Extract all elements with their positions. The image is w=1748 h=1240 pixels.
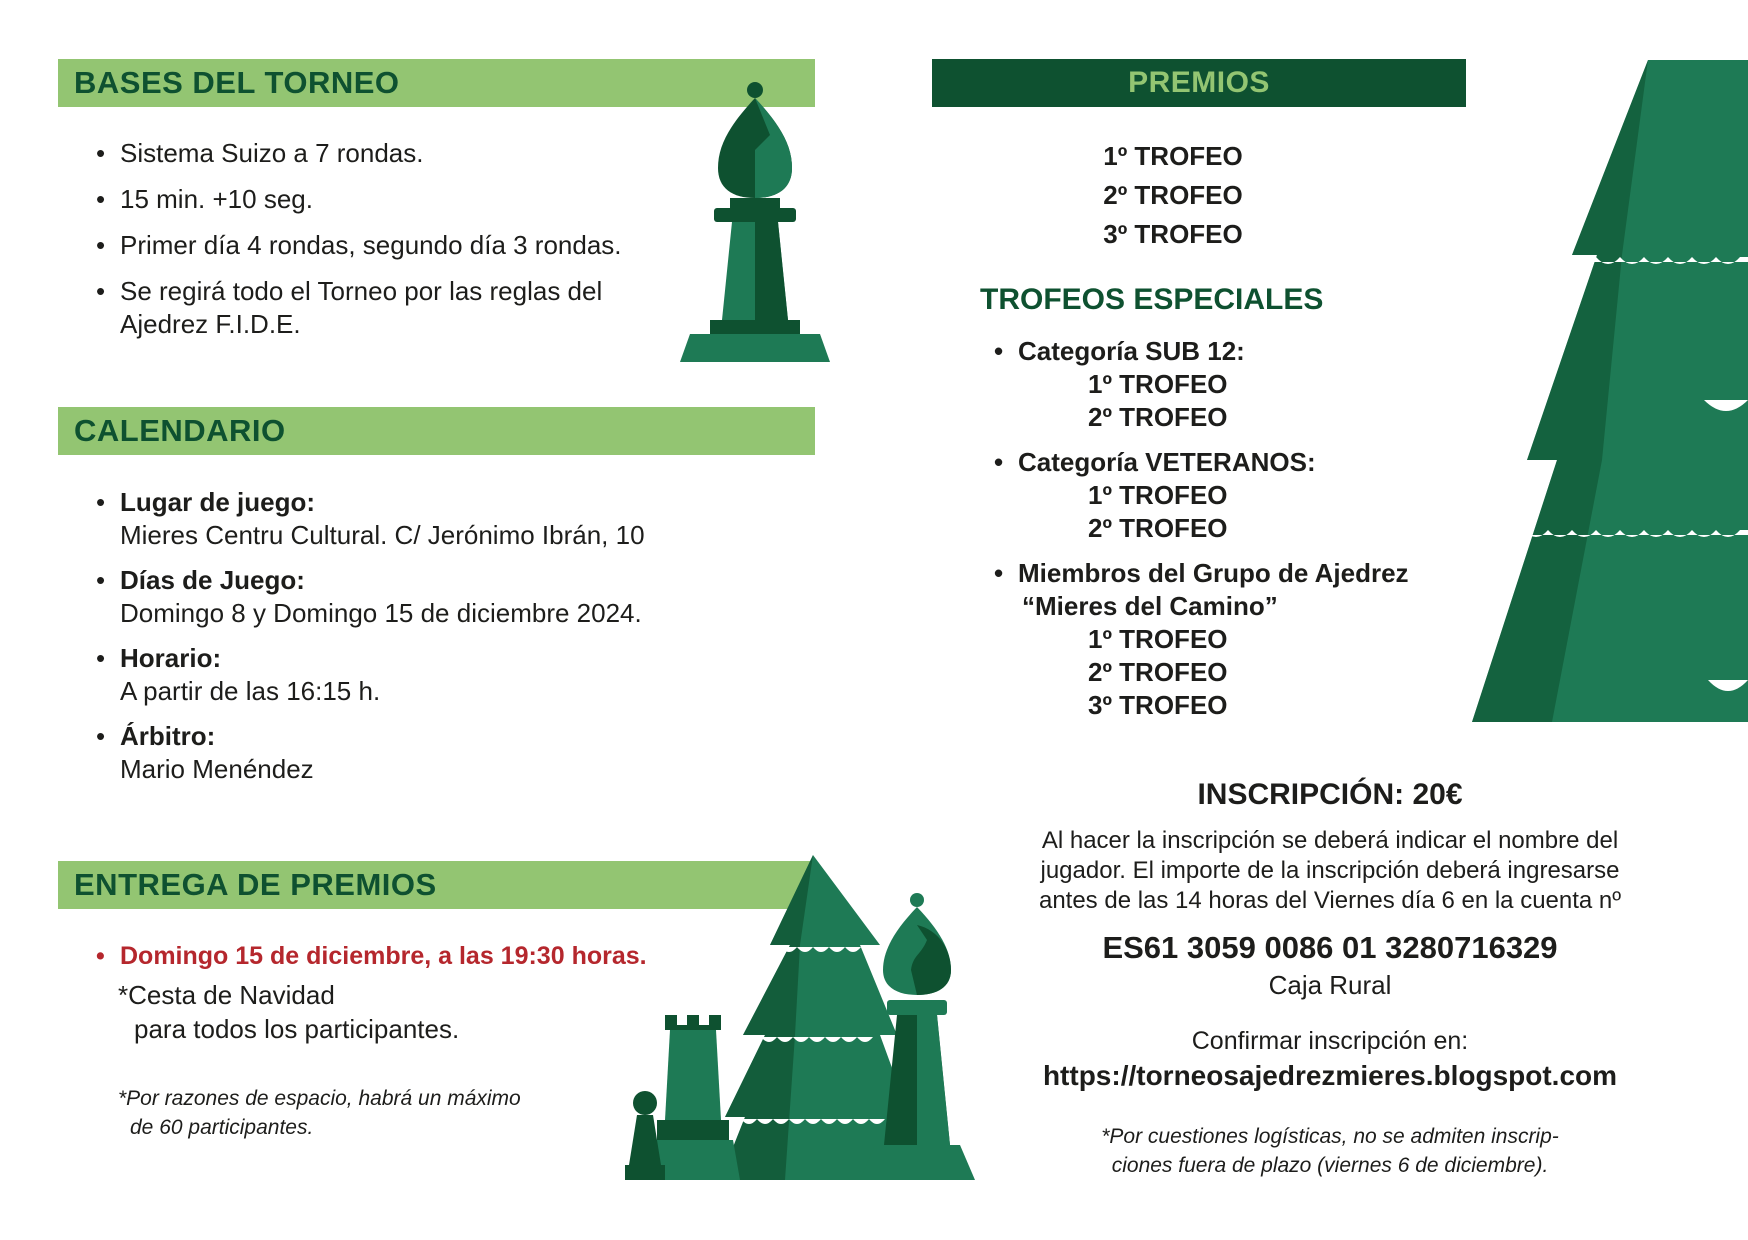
note-line-2: de 60 participantes.: [130, 1116, 314, 1139]
list-item: • 15 min. +10 seg.: [92, 183, 712, 216]
premios-list: [1048, 137, 1298, 254]
entrega-date-text: Domingo 15 de diciembre, a las 19:30 horas.: [120, 942, 647, 970]
iban: ES61 3059 0086 01 3280716329: [1102, 930, 1558, 965]
entrega-note: [118, 1084, 521, 1142]
item-value: Mieres Centru Cultural. C/ Jerónimo Ibrán, 10: [120, 520, 645, 550]
list-item: • Sistema Suizo a 7 rondas.: [92, 137, 712, 170]
cesta-text: [118, 978, 459, 1046]
item-value: A partir de las 16:15 h.: [120, 676, 381, 706]
inscripcion-line-1: Al hacer la inscripción se deberá indicar el nombre del: [1041, 827, 1619, 854]
item-label: • Árbitro:: [120, 721, 216, 751]
item-label: • Lugar de juego:: [120, 487, 315, 517]
trofeo-item: 1º TROFEO: [1088, 624, 1228, 654]
category-label: • Categoría SUB 12:: [1018, 336, 1245, 366]
list-item: • Primer día 4 rondas, segundo día 3 rondas.: [92, 229, 712, 262]
note-line-2: ciones fuera de plazo (viernes 6 de diciembre).: [1111, 1154, 1549, 1177]
item-value: Domingo 8 y Domingo 15 de diciembre 2024.: [120, 598, 642, 628]
list-item: [92, 720, 772, 786]
confirm-label: Confirmar inscripción en:: [1191, 1027, 1469, 1055]
entrega-title: ENTREGA DE PREMIOS: [74, 867, 437, 902]
chess-trees-illustration: [625, 855, 1000, 1180]
trofeo-item: 1º TROFEO: [1088, 369, 1228, 399]
list-item: [990, 335, 1470, 434]
inscripcion-note: [960, 1122, 1700, 1180]
list-item: [92, 486, 772, 552]
trofeo-item: 2º TROFEO: [1088, 402, 1228, 432]
christmas-tree-illustration: [1472, 60, 1748, 722]
list-item: [92, 642, 772, 708]
trofeo-item: 2º TROFEO: [1088, 513, 1228, 543]
calendario-header: [58, 407, 815, 455]
item-value: Mario Menéndez: [120, 754, 314, 784]
trofeo-item: 2º TROFEO: [1103, 180, 1243, 210]
cesta-line-1: *Cesta de Navidad: [118, 980, 335, 1010]
inscripcion-line-3: antes de las 14 horas del Viernes día 6 en la cuenta nº: [1038, 887, 1622, 914]
list-item: [92, 564, 772, 630]
note-line-1: *Por cuestiones logísticas, no se admiten inscrip-: [1101, 1125, 1559, 1148]
cesta-line-2: para todos los participantes.: [134, 1014, 460, 1044]
category-label: • Miembros del Grupo de Ajedrez: [1018, 558, 1409, 588]
trofeo-item: 2º TROFEO: [1088, 657, 1228, 687]
trofeo-item: 1º TROFEO: [1103, 141, 1243, 171]
premios-title: PREMIOS: [1128, 66, 1270, 99]
note-line-1: *Por razones de espacio, habrá un máximo: [118, 1087, 521, 1110]
item-label: • Horario:: [120, 643, 222, 673]
list-item: [990, 557, 1470, 722]
calendario-title: CALENDARIO: [74, 413, 286, 448]
bank-name: Caja Rural: [1268, 970, 1392, 1000]
trofeo-item: 3º TROFEO: [1088, 690, 1228, 720]
calendario-list: [92, 486, 772, 798]
inscripcion-text: [960, 826, 1700, 916]
confirm-url-link[interactable]: https://torneosajedrezmieres.blogspot.com: [1042, 1060, 1618, 1091]
category-label-2: “Mieres del Camino”: [1022, 591, 1278, 621]
especiales-list: [990, 335, 1470, 735]
premios-header: [932, 59, 1466, 107]
item-label: • Días de Juego:: [120, 565, 305, 595]
list-item: [990, 446, 1470, 545]
bases-list: [92, 137, 712, 354]
inscripcion-line-2: jugador. El importe de la inscripción deberá ingresarse: [1040, 857, 1620, 884]
list-item: • Se regirá todo el Torneo por las reglas del Ajedrez F.I.D.E.: [92, 275, 680, 341]
trofeo-item: 3º TROFEO: [1103, 219, 1243, 249]
inscripcion-title: INSCRIPCIÓN: 20€: [1197, 778, 1463, 811]
bases-title: BASES DEL TORNEO: [74, 65, 400, 100]
especiales-title: TROFEOS ESPECIALES: [980, 283, 1324, 316]
bishop-icon: [670, 80, 835, 362]
trofeo-item: 1º TROFEO: [1088, 480, 1228, 510]
category-label: • Categoría VETERANOS:: [1018, 447, 1316, 477]
